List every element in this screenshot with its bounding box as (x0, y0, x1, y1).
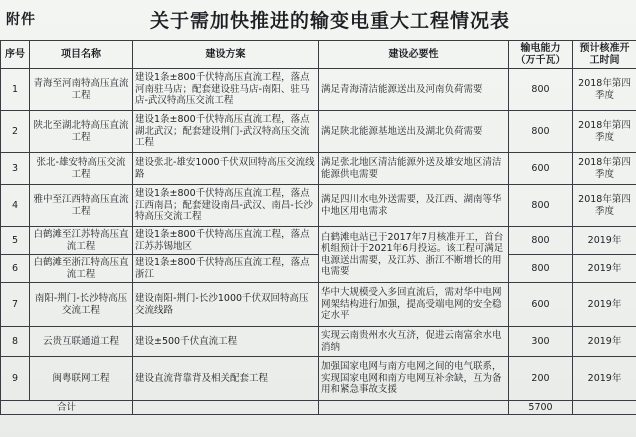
table-row (1, 227, 636, 255)
cell-seq: 8 (1, 327, 30, 357)
cell-name: 青海至河南特高压直流工程 (30, 69, 133, 111)
cell-plan: 建设南阳-荆门-长沙1000千伏双回特高压交流线路 (133, 283, 319, 327)
cell-name: 云贵互联通道工程 (30, 327, 133, 357)
cell-capacity: 800 (509, 227, 573, 255)
total-empty-necessity (319, 401, 509, 415)
cell-necessity: 满足青海清洁能源送出及河南负荷需要 (319, 69, 509, 111)
cell-necessity: 加强国家电网与南方电网之间的电气联系，实现国家电网和南方电网互补余缺，互为备用和紧急事故支援 (319, 357, 509, 401)
table-row (1, 153, 636, 185)
cell-name: 雅中至江西特高压直流工程 (30, 185, 133, 227)
table-row (1, 283, 636, 327)
header-necessity: 建设必要性 (319, 41, 509, 69)
cell-schedule: 2018年第四季度 (573, 153, 636, 185)
cell-capacity: 600 (509, 283, 573, 327)
total-row (1, 401, 636, 415)
cell-schedule: 2019年 (573, 255, 636, 283)
cell-capacity: 200 (509, 357, 573, 401)
table-row (1, 255, 636, 283)
cell-plan: 建设1条±800千伏特高压直流工程，落点河南驻马店；配套建设驻马店-南阳、驻马店-武汉特高压交流工程 (133, 69, 319, 111)
cell-name: 南阳-荆门-长沙特高压交流工程 (30, 283, 133, 327)
cell-capacity: 800 (509, 69, 573, 111)
cell-seq: 7 (1, 283, 30, 327)
cell-plan: 建设直流背靠背及相关配套工程 (133, 357, 319, 401)
cell-necessity: 满足四川水电外送需要，及江西、湖南等华中地区用电需求 (319, 185, 509, 227)
cell-schedule: 2018年第四季度 (573, 111, 636, 153)
header-capacity: 输电能力（万千瓦） (509, 41, 573, 69)
cell-schedule: 2018年第四季度 (573, 69, 636, 111)
total-empty-schedule (573, 401, 636, 415)
cell-schedule: 2019年 (573, 227, 636, 255)
cell-necessity: 实现云南贵州水火互济，促进云南富余水电消纳 (319, 327, 509, 357)
header-name: 项目名称 (30, 41, 133, 69)
cell-necessity: 满足张北地区清洁能源外送及雄安地区清洁能源供电需要 (319, 153, 509, 185)
cell-capacity: 800 (509, 255, 573, 283)
cell-seq: 4 (1, 185, 30, 227)
projects-table (0, 40, 636, 415)
table-row (1, 327, 636, 357)
cell-schedule: 2019年 (573, 283, 636, 327)
cell-plan: 建设1条±800千伏特高压直流工程，落点江西南昌；配套建设南昌-武汉、南昌-长沙特高压交流工程 (133, 185, 319, 227)
table-row (1, 111, 636, 153)
table-row (1, 357, 636, 401)
header-seq: 序号 (1, 41, 30, 69)
cell-capacity: 300 (509, 327, 573, 357)
cell-plan: 建设±500千伏直流工程 (133, 327, 319, 357)
cell-seq: 6 (1, 255, 30, 283)
table-row (1, 185, 636, 227)
cell-necessity: 满足陕北能源基地送出及湖北负荷需要 (319, 111, 509, 153)
cell-name: 闽粤联网工程 (30, 357, 133, 401)
cell-name: 张北-雄安特高压交流工程 (30, 153, 133, 185)
cell-necessity: 白鹤滩电站已于2017年7月核准开工，首台机组预计于2021年6月投运。该工程可满足电源送出需要，及江苏、浙江不断增长的用电需要 (319, 227, 509, 283)
cell-seq: 1 (1, 69, 30, 111)
table-header-row (1, 41, 636, 69)
cell-seq: 3 (1, 153, 30, 185)
cell-seq: 5 (1, 227, 30, 255)
total-capacity: 5700 (509, 401, 573, 415)
cell-capacity: 600 (509, 153, 573, 185)
cell-capacity: 800 (509, 185, 573, 227)
header-schedule: 预计核准开工时间 (573, 41, 636, 69)
cell-plan: 建设1条±800千伏特高压直流工程，落点江苏苏锡地区 (133, 227, 319, 255)
cell-capacity: 800 (509, 111, 573, 153)
document-title: 关于需加快推进的输变电重大工程情况表 (150, 10, 511, 32)
cell-name: 白鹤滩至江苏特高压直流工程 (30, 227, 133, 255)
cell-plan: 建设张北-雄安1000千伏双回特高压交流线路 (133, 153, 319, 185)
total-label: 合计 (1, 401, 133, 415)
cell-schedule: 2019年 (573, 357, 636, 401)
table-row (1, 69, 636, 111)
annex-label: 附件 (6, 12, 36, 28)
cell-necessity: 华中大规模受入多回直流后，需对华中电网网架结构进行加强，提高受端电网的安全稳定水平 (319, 283, 509, 327)
header-plan: 建设方案 (133, 41, 319, 69)
cell-plan: 建设1条±800千伏特高压直流工程，落点浙江 (133, 255, 319, 283)
cell-schedule: 2018年第四季度 (573, 185, 636, 227)
cell-schedule: 2019年 (573, 327, 636, 357)
total-empty-plan (133, 401, 319, 415)
cell-seq: 9 (1, 357, 30, 401)
cell-plan: 建设1条±800千伏特高压直流工程，落点湖北武汉；配套建设荆门-武汉特高压交流工程 (133, 111, 319, 153)
cell-seq: 2 (1, 111, 30, 153)
cell-name: 白鹤滩至浙江特高压直流工程 (30, 255, 133, 283)
cell-name: 陕北至湖北特高压直流工程 (30, 111, 133, 153)
